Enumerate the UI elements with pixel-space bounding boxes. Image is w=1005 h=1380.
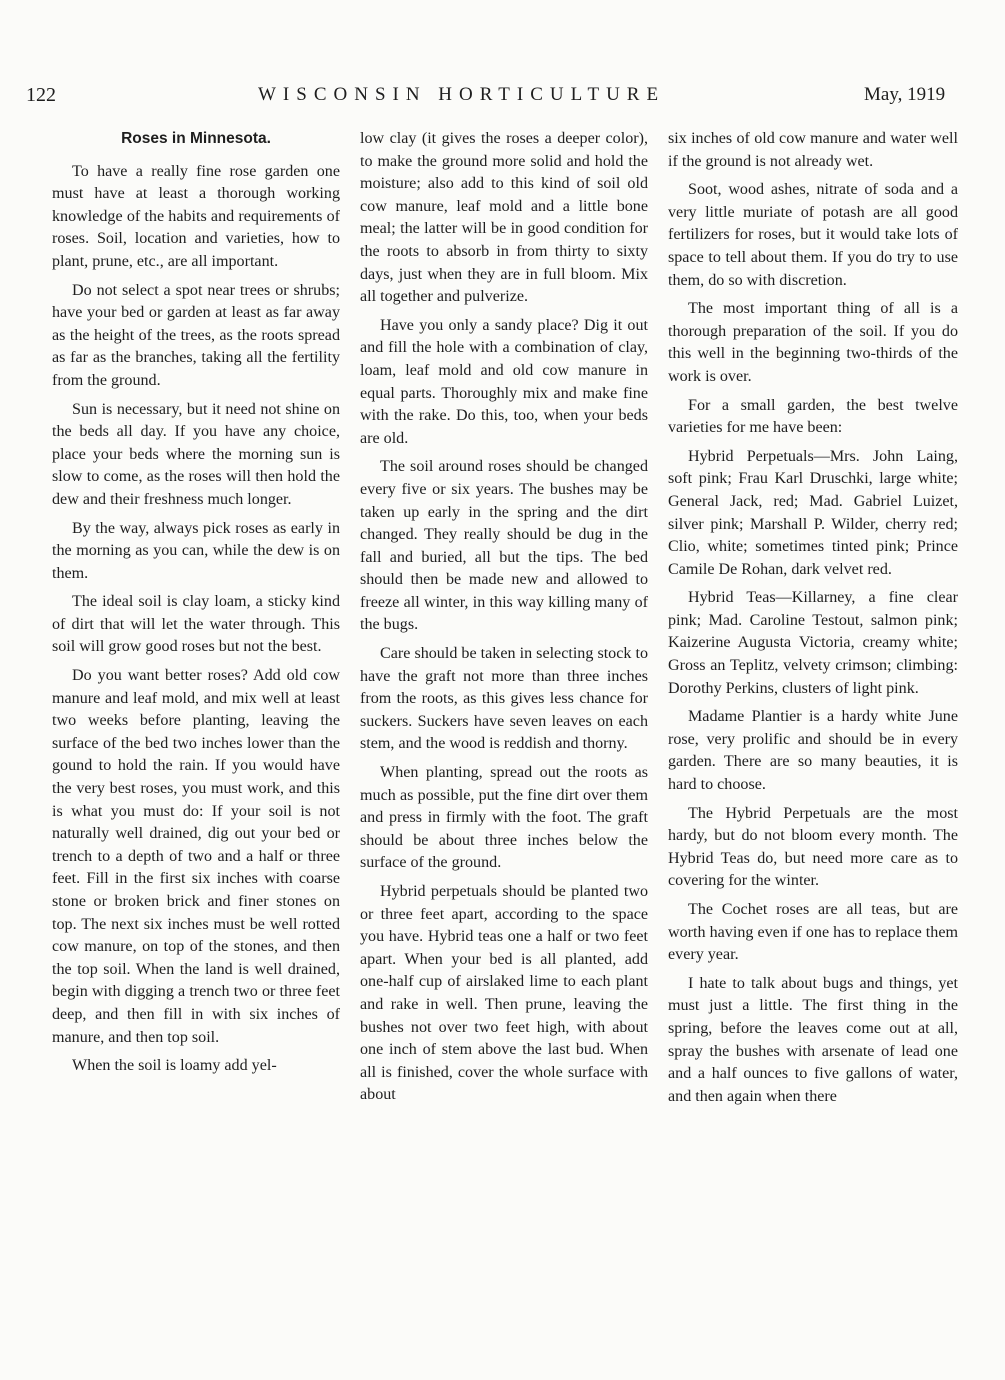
paragraph: The Cochet roses are all teas, but are worth having even if one has to replace them every year. bbox=[668, 901, 958, 964]
paragraph: Do you want better roses? Add old cow manure and leaf mold, and mix well at least two weeks before planting, leaving the surface of the bed two inches lower than the gound to hold the rain. If you would have the very best roses, you must work, and this is what you must do: If your soil is not naturally well drained, dig out your bed or trench to a depth of two and a half or three feet. Fill in the first six inches with coarse stone or broken brick and finer stones on top. The next six inches must be well rotted cow manure, on top of the stones, and then the top soil. When the land is well drained, begin with digging a trench two or three feet deep, and then fill in with six inches of manure, and then top soil. bbox=[52, 667, 340, 1046]
running-header bbox=[0, 84, 1005, 124]
paragraph: I hate to talk about bugs and things, yet must just a little. The first thing in the spring, before the leaves come out at all, spray the bushes with arsenate of lead one and a half ounces to five gallons of water, and then again when there bbox=[668, 974, 958, 1105]
paragraph-continued: six inches of old cow manure and water well if the ground is not already wet. bbox=[668, 130, 958, 170]
paragraph: The Hybrid Perpetuals are the most hardy, but do not bloom every month. The Hybrid Teas do, but need more care as to covering for the winter. bbox=[668, 804, 958, 890]
paragraph: To have a really fine rose garden one must have at least a thorough working knowledge of the habits and requirements of roses. Soil, location and varieties, how to plant, prune, etc., are all important. bbox=[52, 162, 340, 270]
text-column-2 bbox=[360, 128, 648, 1107]
paragraph: When planting, spread out the roots as much as possible, put the fine dirt over them and press in firmly with the foot. The graft should be about three inches below the surface of the ground. bbox=[360, 764, 648, 872]
paragraph: The soil around roses should be changed every five or six years. The bushes may be taken up early in the spring and the dirt changed. They really should be dug in the fall and buried, all but the tips. The bed should then be made new and allowed to freeze all winter, in this way killing many of the bugs. bbox=[360, 458, 648, 634]
paragraph: Hybrid Teas—Killarney, a fine clear pink; Mad. Caroline Testout, salmon pink; Kaizerine Augusta Victoria, creamy white; Gross an Teplitz, velvety crimson; climbing: Dorothy Perkins, clusters of light pink. bbox=[668, 589, 958, 697]
paragraph: For a small garden, the best twelve varieties for me have been: bbox=[668, 396, 958, 437]
paragraph: The most important thing of all is a thorough preparation of the soil. If you do this well in the beginning two-thirds of the work is over. bbox=[668, 300, 958, 385]
paragraph: Soot, wood ashes, nitrate of soda and a very little muriate of potash are all good fertilizers for roses, but it would take lots of space to tell about them. If you do try to use them, do so with discretion. bbox=[668, 181, 958, 289]
paragraph: Have you only a sandy place? Dig it out and fill the hole with a combination of clay, loam, leaf mold and old cow manure in equal parts. Thoroughly mix and make fine with the rake. Do this, too, when your beds are old. bbox=[360, 316, 648, 447]
text-column-1 bbox=[52, 128, 340, 1078]
paragraph-continued: low clay (it gives the roses a deeper color), to make the ground more solid and hold the moisture; also add to this kind of soil old cow manure, leaf mold and a little bone meal; the latter will be in good condition for the roots to absorb in from thirty to sixty days, just when they are in full bloom. Mix all together and pulverize. bbox=[360, 130, 648, 306]
paragraph: Care should be taken in selecting stock to have the graft not more than three inches from the roots, as this gives less chance for suckers. Suckers have seven leaves on each stem, and the wood is reddish and thorny. bbox=[360, 645, 648, 753]
paragraph: Madame Plantier is a hardy white June rose, very prolific and should be in every garden. There are so many beauties, it is hard to choose. bbox=[668, 708, 958, 794]
paragraph: By the way, always pick roses as early in the morning as you can, while the dew is on them. bbox=[52, 519, 340, 582]
paragraph: Sun is necessary, but it need not shine on the beds all day. If you have any choice, place your beds where the morning sun is slow to come, as the roses will then hold the dew and their freshness much longer. bbox=[52, 400, 340, 508]
paragraph: The ideal soil is clay loam, a sticky kind of dirt that will let the water through. This soil will grow good roses but not the best. bbox=[52, 593, 340, 656]
page-number: 122 bbox=[26, 84, 56, 106]
paragraph: Hybrid perpetuals should be planted two or three feet apart, according to the space you have. Hybrid teas one a half or two feet apart. When your bed is all planted, add one-half cup of airslaked lime to each plant and rake in well. Then prune, leaving the bushes not over two feet high, with about one inch of stem above the last bud. When all is finished, cover the whole surface with about bbox=[360, 883, 648, 1104]
paragraph: Do not select a spot near trees or shrubs; have your bed or garden at least as far away as the height of the trees, as the roots spread as far as the branches, taking all the fertility from the ground. bbox=[52, 281, 340, 389]
journal-title: WISCONSIN HORTICULTURE bbox=[258, 84, 666, 105]
article-title: Roses in Minnesota. bbox=[121, 130, 271, 147]
paragraph: When the soil is loamy add yel- bbox=[72, 1057, 277, 1075]
issue-date: May, 1919 bbox=[864, 84, 946, 105]
text-column-3 bbox=[668, 128, 958, 1108]
paragraph: Hybrid Perpetuals—Mrs. John Laing, soft pink; Frau Karl Druschki, large white; General Jack, red; Mad. Gabriel Luizet, silver pink; Marshall P. Wilder, cherry red; Clio, white; sometimes tinted pink; Prince Camile De Rohan, dark velvet red. bbox=[668, 447, 958, 578]
